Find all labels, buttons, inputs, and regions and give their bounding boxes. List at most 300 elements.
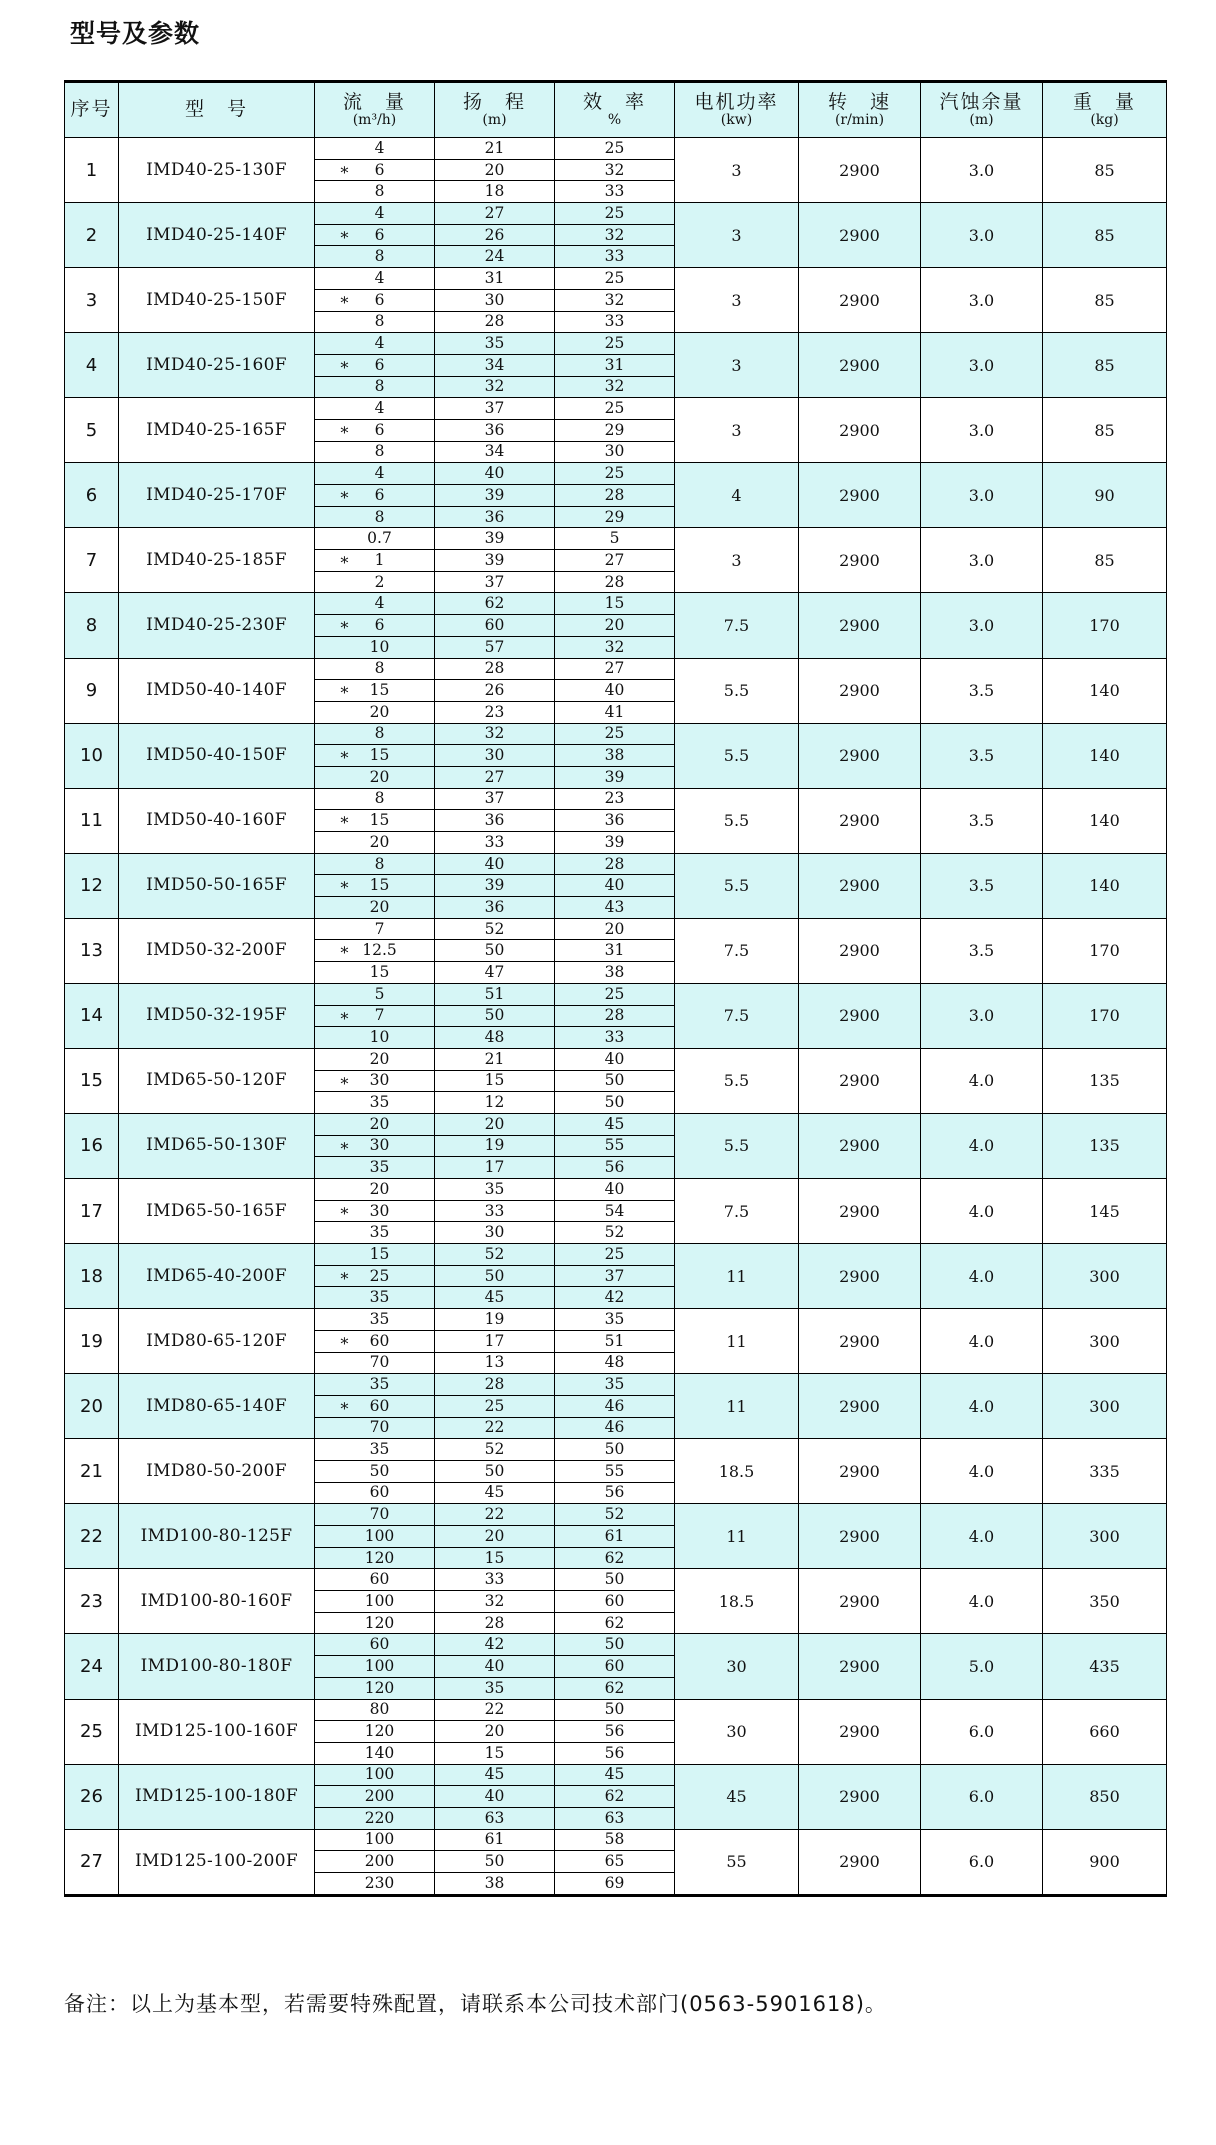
head-cell: 47 xyxy=(435,962,555,984)
flow-value: 25 xyxy=(369,1266,390,1285)
npsh-cell: 4.0 xyxy=(921,1048,1043,1113)
rated-point-marker: ∗ xyxy=(339,810,350,830)
row-index: 6 xyxy=(65,463,119,528)
rated-point-marker: ∗ xyxy=(339,875,350,895)
speed-cell: 2900 xyxy=(799,1309,921,1374)
speed-cell: 2900 xyxy=(799,268,921,333)
table-row xyxy=(65,1569,1167,1591)
flow-cell xyxy=(315,1677,435,1699)
power-cell: 7.5 xyxy=(675,593,799,658)
model-cell: IMD125-100-200F xyxy=(119,1829,315,1895)
flow-cell xyxy=(315,1135,435,1157)
flow-value: 20 xyxy=(369,832,390,851)
efficiency-cell: 20 xyxy=(555,615,675,637)
model-cell: IMD50-32-195F xyxy=(119,983,315,1048)
speed-cell: 2900 xyxy=(799,333,921,398)
flow-value: 6 xyxy=(374,225,385,244)
weight-cell: 300 xyxy=(1043,1374,1167,1439)
head-cell: 61 xyxy=(435,1829,555,1851)
efficiency-cell: 32 xyxy=(555,376,675,398)
flow-cell xyxy=(315,1547,435,1569)
head-cell: 30 xyxy=(435,745,555,767)
head-cell: 17 xyxy=(435,1157,555,1179)
efficiency-cell: 69 xyxy=(555,1873,675,1896)
rated-point-marker: ∗ xyxy=(339,615,350,635)
efficiency-cell: 38 xyxy=(555,962,675,984)
flow-cell xyxy=(315,289,435,311)
model-group xyxy=(65,1634,1167,1699)
table-row xyxy=(65,268,1167,290)
flow-cell xyxy=(315,1439,435,1461)
flow-cell xyxy=(315,1309,435,1331)
row-index: 26 xyxy=(65,1764,119,1829)
flow-value: 30 xyxy=(369,1136,390,1155)
flow-cell xyxy=(315,203,435,225)
head-cell: 19 xyxy=(435,1309,555,1331)
model-cell: IMD40-25-140F xyxy=(119,203,315,268)
flow-value: 70 xyxy=(369,1353,390,1372)
flow-value: 8 xyxy=(374,789,385,808)
power-cell: 3 xyxy=(675,528,799,593)
model-cell: IMD65-50-130F xyxy=(119,1113,315,1178)
power-cell: 5.5 xyxy=(675,853,799,918)
flow-cell xyxy=(315,441,435,463)
power-cell: 3 xyxy=(675,138,799,203)
weight-cell: 135 xyxy=(1043,1113,1167,1178)
flow-cell xyxy=(315,766,435,788)
speed-cell: 2900 xyxy=(799,658,921,723)
flow-value: 8 xyxy=(374,507,385,526)
flow-cell xyxy=(315,1656,435,1678)
flow-cell xyxy=(315,1179,435,1201)
head-cell: 52 xyxy=(435,918,555,940)
model-group xyxy=(65,1439,1167,1504)
head-cell: 39 xyxy=(435,528,555,550)
flow-cell xyxy=(315,181,435,203)
head-cell: 15 xyxy=(435,1547,555,1569)
flow-value: 15 xyxy=(369,1244,390,1263)
efficiency-cell: 45 xyxy=(555,1764,675,1786)
row-index: 22 xyxy=(65,1504,119,1569)
power-cell: 7.5 xyxy=(675,918,799,983)
flow-value: 15 xyxy=(369,746,390,765)
model-group xyxy=(65,1504,1167,1569)
efficiency-cell: 55 xyxy=(555,1460,675,1482)
flow-value: 8 xyxy=(374,724,385,743)
speed-cell: 2900 xyxy=(799,1244,921,1309)
flow-value: 4 xyxy=(374,138,385,157)
speed-cell: 2900 xyxy=(799,1569,921,1634)
efficiency-cell: 60 xyxy=(555,1656,675,1678)
header-index: 序号 xyxy=(65,82,119,138)
flow-cell xyxy=(315,897,435,919)
power-cell: 3 xyxy=(675,333,799,398)
flow-value: 4 xyxy=(374,464,385,483)
model-group xyxy=(65,853,1167,918)
flow-value: 6 xyxy=(374,615,385,634)
head-cell: 20 xyxy=(435,1721,555,1743)
power-cell: 11 xyxy=(675,1244,799,1309)
head-cell: 28 xyxy=(435,1374,555,1396)
flow-value: 20 xyxy=(369,702,390,721)
head-cell: 50 xyxy=(435,1265,555,1287)
weight-cell: 335 xyxy=(1043,1439,1167,1504)
efficiency-cell: 65 xyxy=(555,1851,675,1873)
header-efficiency: 效 率 % xyxy=(555,82,675,138)
flow-cell xyxy=(315,268,435,290)
model-cell: IMD40-25-165F xyxy=(119,398,315,463)
flow-value: 35 xyxy=(369,1440,390,1459)
efficiency-cell: 60 xyxy=(555,1591,675,1613)
flow-cell xyxy=(315,680,435,702)
model-cell: IMD40-25-160F xyxy=(119,333,315,398)
weight-cell: 435 xyxy=(1043,1634,1167,1699)
head-cell: 37 xyxy=(435,571,555,593)
table-row xyxy=(65,788,1167,810)
efficiency-cell: 25 xyxy=(555,723,675,745)
footnote: 备注：以上为基本型，若需要特殊配置，请联系本公司技术部门(0563-5901618)。 xyxy=(64,1992,887,2016)
efficiency-cell: 15 xyxy=(555,593,675,615)
weight-cell: 300 xyxy=(1043,1244,1167,1309)
flow-cell xyxy=(315,1027,435,1049)
table-row xyxy=(65,1829,1167,1851)
flow-cell xyxy=(315,1374,435,1396)
head-cell: 30 xyxy=(435,1222,555,1244)
efficiency-cell: 56 xyxy=(555,1157,675,1179)
head-cell: 12 xyxy=(435,1092,555,1114)
table-row xyxy=(65,593,1167,615)
flow-cell xyxy=(315,1699,435,1721)
head-cell: 45 xyxy=(435,1287,555,1309)
flow-cell xyxy=(315,810,435,832)
efficiency-cell: 62 xyxy=(555,1547,675,1569)
efficiency-cell: 33 xyxy=(555,181,675,203)
head-cell: 38 xyxy=(435,1873,555,1896)
npsh-cell: 3.0 xyxy=(921,528,1043,593)
weight-cell: 850 xyxy=(1043,1764,1167,1829)
model-group xyxy=(65,1374,1167,1439)
efficiency-cell: 55 xyxy=(555,1135,675,1157)
speed-cell: 2900 xyxy=(799,853,921,918)
flow-cell xyxy=(315,1786,435,1808)
efficiency-cell: 28 xyxy=(555,1005,675,1027)
flow-value: 2 xyxy=(374,572,385,591)
row-index: 4 xyxy=(65,333,119,398)
flow-value: 120 xyxy=(364,1722,395,1741)
efficiency-cell: 32 xyxy=(555,289,675,311)
flow-cell xyxy=(315,1634,435,1656)
head-cell: 34 xyxy=(435,441,555,463)
flow-cell xyxy=(315,463,435,485)
head-cell: 26 xyxy=(435,680,555,702)
efficiency-cell: 38 xyxy=(555,745,675,767)
table-row xyxy=(65,1764,1167,1786)
efficiency-cell: 27 xyxy=(555,658,675,680)
npsh-cell: 5.0 xyxy=(921,1634,1043,1699)
row-index: 14 xyxy=(65,983,119,1048)
head-cell: 39 xyxy=(435,550,555,572)
head-cell: 21 xyxy=(435,1048,555,1070)
table-row xyxy=(65,1634,1167,1656)
head-cell: 57 xyxy=(435,636,555,658)
weight-cell: 900 xyxy=(1043,1829,1167,1895)
flow-value: 1 xyxy=(374,550,385,569)
npsh-cell: 3.0 xyxy=(921,203,1043,268)
head-cell: 39 xyxy=(435,875,555,897)
flow-value: 60 xyxy=(369,1396,390,1415)
npsh-cell: 4.0 xyxy=(921,1569,1043,1634)
flow-cell xyxy=(315,138,435,160)
head-cell: 36 xyxy=(435,810,555,832)
flow-value: 6 xyxy=(374,160,385,179)
head-cell: 40 xyxy=(435,463,555,485)
flow-value: 100 xyxy=(364,1526,395,1545)
flow-value: 10 xyxy=(369,637,390,656)
flow-value: 8 xyxy=(374,312,385,331)
efficiency-cell: 42 xyxy=(555,1287,675,1309)
flow-value: 100 xyxy=(364,1830,395,1849)
head-cell: 33 xyxy=(435,832,555,854)
flow-cell xyxy=(315,983,435,1005)
speed-cell: 2900 xyxy=(799,1374,921,1439)
head-cell: 39 xyxy=(435,485,555,507)
flow-cell xyxy=(315,1048,435,1070)
head-cell: 50 xyxy=(435,1005,555,1027)
flow-cell xyxy=(315,1287,435,1309)
flow-value: 4 xyxy=(374,399,385,418)
table-row xyxy=(65,1048,1167,1070)
model-group xyxy=(65,333,1167,398)
flow-value: 7 xyxy=(374,919,385,938)
row-index: 9 xyxy=(65,658,119,723)
efficiency-cell: 25 xyxy=(555,983,675,1005)
row-index: 24 xyxy=(65,1634,119,1699)
power-cell: 55 xyxy=(675,1829,799,1895)
model-group xyxy=(65,1179,1167,1244)
efficiency-cell: 52 xyxy=(555,1504,675,1526)
rated-point-marker: ∗ xyxy=(339,745,350,765)
header-row xyxy=(65,82,1167,138)
model-group xyxy=(65,1764,1167,1829)
weight-cell: 140 xyxy=(1043,723,1167,788)
head-cell: 31 xyxy=(435,268,555,290)
model-cell: IMD40-25-130F xyxy=(119,138,315,203)
head-cell: 36 xyxy=(435,506,555,528)
weight-cell: 140 xyxy=(1043,658,1167,723)
flow-value: 8 xyxy=(374,247,385,266)
power-cell: 5.5 xyxy=(675,723,799,788)
flow-value: 35 xyxy=(369,1093,390,1112)
weight-cell: 350 xyxy=(1043,1569,1167,1634)
table-row xyxy=(65,658,1167,680)
speed-cell: 2900 xyxy=(799,1179,921,1244)
efficiency-cell: 56 xyxy=(555,1721,675,1743)
head-cell: 62 xyxy=(435,593,555,615)
npsh-cell: 3.5 xyxy=(921,853,1043,918)
head-cell: 18 xyxy=(435,181,555,203)
efficiency-cell: 62 xyxy=(555,1786,675,1808)
row-index: 15 xyxy=(65,1048,119,1113)
efficiency-cell: 29 xyxy=(555,506,675,528)
model-group xyxy=(65,593,1167,658)
table-row xyxy=(65,203,1167,225)
rated-point-marker: ∗ xyxy=(339,940,350,960)
model-group xyxy=(65,983,1167,1048)
flow-cell xyxy=(315,658,435,680)
rated-point-marker: ∗ xyxy=(339,1005,350,1025)
head-cell: 15 xyxy=(435,1070,555,1092)
speed-cell: 2900 xyxy=(799,528,921,593)
row-index: 18 xyxy=(65,1244,119,1309)
header-speed: 转 速 (r/min) xyxy=(799,82,921,138)
head-cell: 32 xyxy=(435,1591,555,1613)
flow-cell xyxy=(315,962,435,984)
row-index: 10 xyxy=(65,723,119,788)
efficiency-cell: 50 xyxy=(555,1569,675,1591)
flow-value: 35 xyxy=(369,1309,390,1328)
page-title: 型号及参数 xyxy=(70,19,201,48)
spec-table xyxy=(64,80,1167,1897)
power-cell: 5.5 xyxy=(675,658,799,723)
speed-cell: 2900 xyxy=(799,918,921,983)
flow-cell xyxy=(315,398,435,420)
header-head: 扬 程 (m) xyxy=(435,82,555,138)
head-cell: 45 xyxy=(435,1764,555,1786)
model-cell: IMD65-50-165F xyxy=(119,1179,315,1244)
model-cell: IMD125-100-180F xyxy=(119,1764,315,1829)
power-cell: 11 xyxy=(675,1309,799,1374)
efficiency-cell: 40 xyxy=(555,680,675,702)
efficiency-cell: 25 xyxy=(555,333,675,355)
head-cell: 22 xyxy=(435,1417,555,1439)
efficiency-cell: 50 xyxy=(555,1439,675,1461)
head-cell: 32 xyxy=(435,723,555,745)
power-cell: 30 xyxy=(675,1634,799,1699)
flow-cell xyxy=(315,1591,435,1613)
weight-cell: 85 xyxy=(1043,333,1167,398)
flow-cell xyxy=(315,636,435,658)
efficiency-cell: 23 xyxy=(555,788,675,810)
table-row xyxy=(65,398,1167,420)
row-index: 7 xyxy=(65,528,119,593)
head-cell: 22 xyxy=(435,1504,555,1526)
head-cell: 37 xyxy=(435,788,555,810)
efficiency-cell: 45 xyxy=(555,1113,675,1135)
flow-cell xyxy=(315,1092,435,1114)
efficiency-cell: 39 xyxy=(555,766,675,788)
flow-value: 35 xyxy=(369,1158,390,1177)
flow-value: 20 xyxy=(369,1049,390,1068)
model-group xyxy=(65,203,1167,268)
efficiency-cell: 56 xyxy=(555,1742,675,1764)
head-cell: 40 xyxy=(435,853,555,875)
efficiency-cell: 25 xyxy=(555,138,675,160)
efficiency-cell: 33 xyxy=(555,311,675,333)
row-index: 1 xyxy=(65,138,119,203)
flow-cell xyxy=(315,1851,435,1873)
header-weight: 重 量 (kg) xyxy=(1043,82,1167,138)
efficiency-cell: 46 xyxy=(555,1417,675,1439)
npsh-cell: 3.0 xyxy=(921,138,1043,203)
power-cell: 3 xyxy=(675,203,799,268)
head-cell: 20 xyxy=(435,1526,555,1548)
flow-cell xyxy=(315,1070,435,1092)
efficiency-cell: 40 xyxy=(555,1048,675,1070)
flow-value: 220 xyxy=(364,1808,395,1827)
weight-cell: 300 xyxy=(1043,1504,1167,1569)
flow-value: 6 xyxy=(374,485,385,504)
table-row xyxy=(65,1113,1167,1135)
npsh-cell: 4.0 xyxy=(921,1374,1043,1439)
table-row xyxy=(65,918,1167,940)
npsh-cell: 6.0 xyxy=(921,1829,1043,1895)
weight-cell: 85 xyxy=(1043,268,1167,333)
table-row xyxy=(65,1309,1167,1331)
efficiency-cell: 52 xyxy=(555,1222,675,1244)
efficiency-cell: 31 xyxy=(555,940,675,962)
flow-cell xyxy=(315,419,435,441)
row-index: 23 xyxy=(65,1569,119,1634)
model-group xyxy=(65,138,1167,203)
npsh-cell: 3.5 xyxy=(921,723,1043,788)
efficiency-cell: 33 xyxy=(555,246,675,268)
flow-cell xyxy=(315,918,435,940)
flow-cell xyxy=(315,550,435,572)
rated-point-marker: ∗ xyxy=(339,1330,350,1350)
flow-value: 4 xyxy=(374,268,385,287)
model-cell: IMD50-32-200F xyxy=(119,918,315,983)
model-group xyxy=(65,658,1167,723)
flow-cell xyxy=(315,224,435,246)
head-cell: 27 xyxy=(435,203,555,225)
flow-cell xyxy=(315,1265,435,1287)
head-cell: 48 xyxy=(435,1027,555,1049)
model-cell: IMD50-50-165F xyxy=(119,853,315,918)
rated-point-marker: ∗ xyxy=(339,1395,350,1415)
row-index: 25 xyxy=(65,1699,119,1764)
head-cell: 40 xyxy=(435,1656,555,1678)
table-row xyxy=(65,723,1167,745)
model-cell: IMD80-50-200F xyxy=(119,1439,315,1504)
efficiency-cell: 25 xyxy=(555,268,675,290)
head-cell: 63 xyxy=(435,1807,555,1829)
efficiency-cell: 62 xyxy=(555,1677,675,1699)
flow-value: 4 xyxy=(374,334,385,353)
flow-value: 100 xyxy=(364,1656,395,1675)
head-cell: 50 xyxy=(435,1460,555,1482)
flow-value: 60 xyxy=(369,1570,390,1589)
flow-value: 8 xyxy=(374,854,385,873)
model-cell: IMD50-40-140F xyxy=(119,658,315,723)
efficiency-cell: 32 xyxy=(555,159,675,181)
rated-point-marker: ∗ xyxy=(339,354,350,374)
flow-cell xyxy=(315,940,435,962)
flow-cell xyxy=(315,1764,435,1786)
header-npsh: 汽蚀余量 (m) xyxy=(921,82,1043,138)
speed-cell: 2900 xyxy=(799,1504,921,1569)
weight-cell: 90 xyxy=(1043,463,1167,528)
head-cell: 28 xyxy=(435,1612,555,1634)
speed-cell: 2900 xyxy=(799,983,921,1048)
npsh-cell: 3.0 xyxy=(921,268,1043,333)
efficiency-cell: 51 xyxy=(555,1330,675,1352)
weight-cell: 300 xyxy=(1043,1309,1167,1374)
npsh-cell: 4.0 xyxy=(921,1179,1043,1244)
weight-cell: 170 xyxy=(1043,918,1167,983)
flow-cell xyxy=(315,1460,435,1482)
model-group xyxy=(65,788,1167,853)
flow-cell xyxy=(315,788,435,810)
